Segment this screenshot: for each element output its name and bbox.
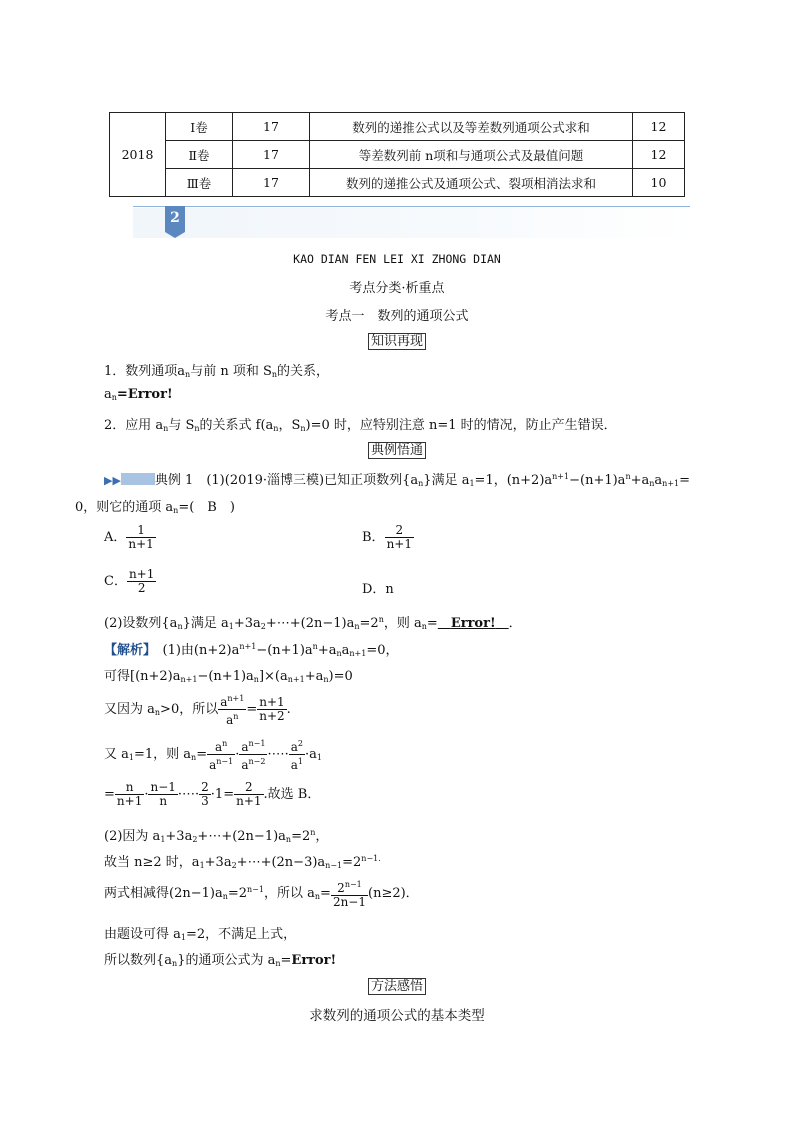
solution-line-3: 又因为 $a_n>0$，所以 $\frac{a^{n+1}}{a^n}$ = $\frac{n+1}{n+2}$ . [104, 694, 291, 727]
knowledge-item-1: 1．数列通项$a_n$与前 n 项和 $S_n$的关系， [104, 364, 330, 379]
example-line-1: ▶▶ 典例 1 (1)(2019·淄博三模)已知正项数列$\{a_n\}$满足 $a_1=1$，$(n+2)a^{n+1}-(n+1)a^n+a_na_{n+1}=$ [104, 472, 691, 488]
double-arrow-icon: ▶▶ [104, 474, 121, 487]
solution-line-6: (2)因为 $a_1+3a_2+\cdots+(2n-1)a_n=2^n$， [104, 828, 329, 844]
text: )=0 时，应特别注意 n=1 时的情况，防止产生错误． [305, 418, 617, 433]
number-cell: 17 [233, 141, 310, 169]
example-part-2: (2)设数列$\{a_n\}$满足 $a_1+3a_2+\cdots+(2n-1)a_n=2^n$，则 $a_n=$ Error! ． [104, 615, 522, 631]
paper-cell: Ⅲ卷 [166, 169, 233, 197]
option-label: B． [362, 530, 385, 545]
option-c: C． $\frac{n+1}{2}$ [104, 567, 155, 595]
topic-title: 考点一 数列的通项公式 [325, 309, 469, 324]
option-b: B． $\frac{2}{n+1}$ [362, 523, 412, 551]
blank-answer [438, 616, 509, 631]
solution-line-5: = $\frac{n}{n+1}$ · $\frac{n-1}{n}$ ·⋯· $\frac{2}{3}$ ·1= $\frac{2}{n+1}$ .故选 B． [104, 780, 321, 808]
table-row [110, 169, 685, 197]
solution-line-9: 由题设可得 $a_1=2$，不满足上式， [104, 927, 297, 942]
tag-methods: 方法感悟 [368, 978, 426, 995]
option-label: C． [104, 574, 127, 589]
text: 2．应用 a [104, 418, 164, 433]
option-label: A． [104, 530, 127, 545]
error-text: Error! [291, 953, 337, 968]
badge-tip [165, 232, 185, 238]
content-cell: 数列的递推公式以及等差数列通项公式求和 [310, 113, 633, 141]
score-cell: 12 [633, 141, 685, 169]
jiexi-label: 【解析】 [104, 643, 150, 658]
number-cell: 17 [233, 113, 310, 141]
example-line-2: 0，则它的通项 $a_n=$( B ) [75, 500, 235, 515]
text: 的关系， [277, 364, 330, 379]
method-subtitle: 求数列的通项公式的基本类型 [309, 1008, 485, 1024]
year-cell: 2018 [110, 113, 166, 197]
option-d: D．n [362, 582, 394, 597]
solution-line-8: 两式相减得$(2n-1)a_n=2^{n-1}$，所以 $a_n=$ $\frac{2^{n-1}}{2n-1}$ (n≥2)． [104, 880, 419, 909]
text: 故选 B． [267, 787, 321, 802]
solution-line-10: 所以数列$\{a_n\}$的通项公式为 $a_n=Error$! [104, 953, 337, 968]
table-row [110, 141, 685, 169]
section-number-badge: 2 [165, 206, 185, 232]
error-text: Error! [450, 616, 496, 631]
table-row [110, 113, 685, 141]
section-divider [133, 206, 690, 207]
content-cell: 等差数列前 n项和与通项公式及最值问题 [310, 141, 633, 169]
solution-line-2: 可得$[(n+2)a_{n+1}-(n+1)a_n]\times(a_{n+1}+a_n)=0$ [104, 669, 353, 684]
pinyin-title: KAO DIAN FEN LEI XI ZHONG DIAN [293, 252, 501, 266]
content-cell: 数列的递推公式及通项公式、裂项相消法求和 [310, 169, 633, 197]
score-cell: 10 [633, 169, 685, 197]
solution-line-4: 又 $a_1=1$，则 $a_n=$ $\frac{a^n}{a^{n-1}}$ · $\frac{a^{n-1}}{a^{n-2}}$ ·⋯· $\frac{a^2}{a^1}$ $\cdot a_1$ [104, 739, 322, 772]
example-label: 典例 1 [154, 473, 194, 488]
error-line: $a_n=Error$! [104, 387, 173, 402]
tag-knowledge: 知识再现 [368, 333, 426, 350]
option-a: A． $\frac{1}{n+1}$ [104, 523, 154, 551]
text: 的关系式 f(a [199, 418, 274, 433]
text: (1)(2019·淄博三模)已知正项数列{a [206, 473, 419, 488]
knowledge-item-2: 2．应用 $a_n$与 $S_n$的关系式 $f(a_n$，$S_n)=0$ 时，应特别注意 n=1 时的情况，防止产生错误． [104, 418, 617, 433]
solution-line-1: 【解析】 (1)由$(n+2)a^{n+1}-(n+1)a^n+a_na_{n+1}=0$， [104, 642, 399, 658]
number-cell: 17 [233, 169, 310, 197]
section-title: 考点分类·析重点 [349, 281, 445, 296]
paper-cell: Ⅱ卷 [166, 141, 233, 169]
error-text: =Error! [116, 387, 173, 402]
score-cell: 12 [633, 113, 685, 141]
text: (2)设数列{a [104, 616, 178, 631]
section-banner [133, 208, 690, 238]
text: 与前 n 项和 S [190, 364, 272, 379]
text: a [177, 364, 186, 379]
text: ，S [278, 418, 301, 433]
tag-examples: 典例悟通 [368, 442, 426, 459]
text: }满足 a [423, 473, 470, 488]
answer: B [207, 500, 217, 515]
text: a [104, 387, 112, 402]
exam-table [109, 112, 685, 197]
paper-cell: Ⅰ卷 [166, 113, 233, 141]
highlight-bar [121, 473, 155, 485]
text: 与 S [168, 418, 195, 433]
text: 1．数列通项 [104, 364, 178, 379]
solution-line-7: 故当 n≥2 时，$a_1+3a_2+\cdots+(2n-3)a_{n-1}=2^{n-1.}$ [104, 854, 381, 870]
